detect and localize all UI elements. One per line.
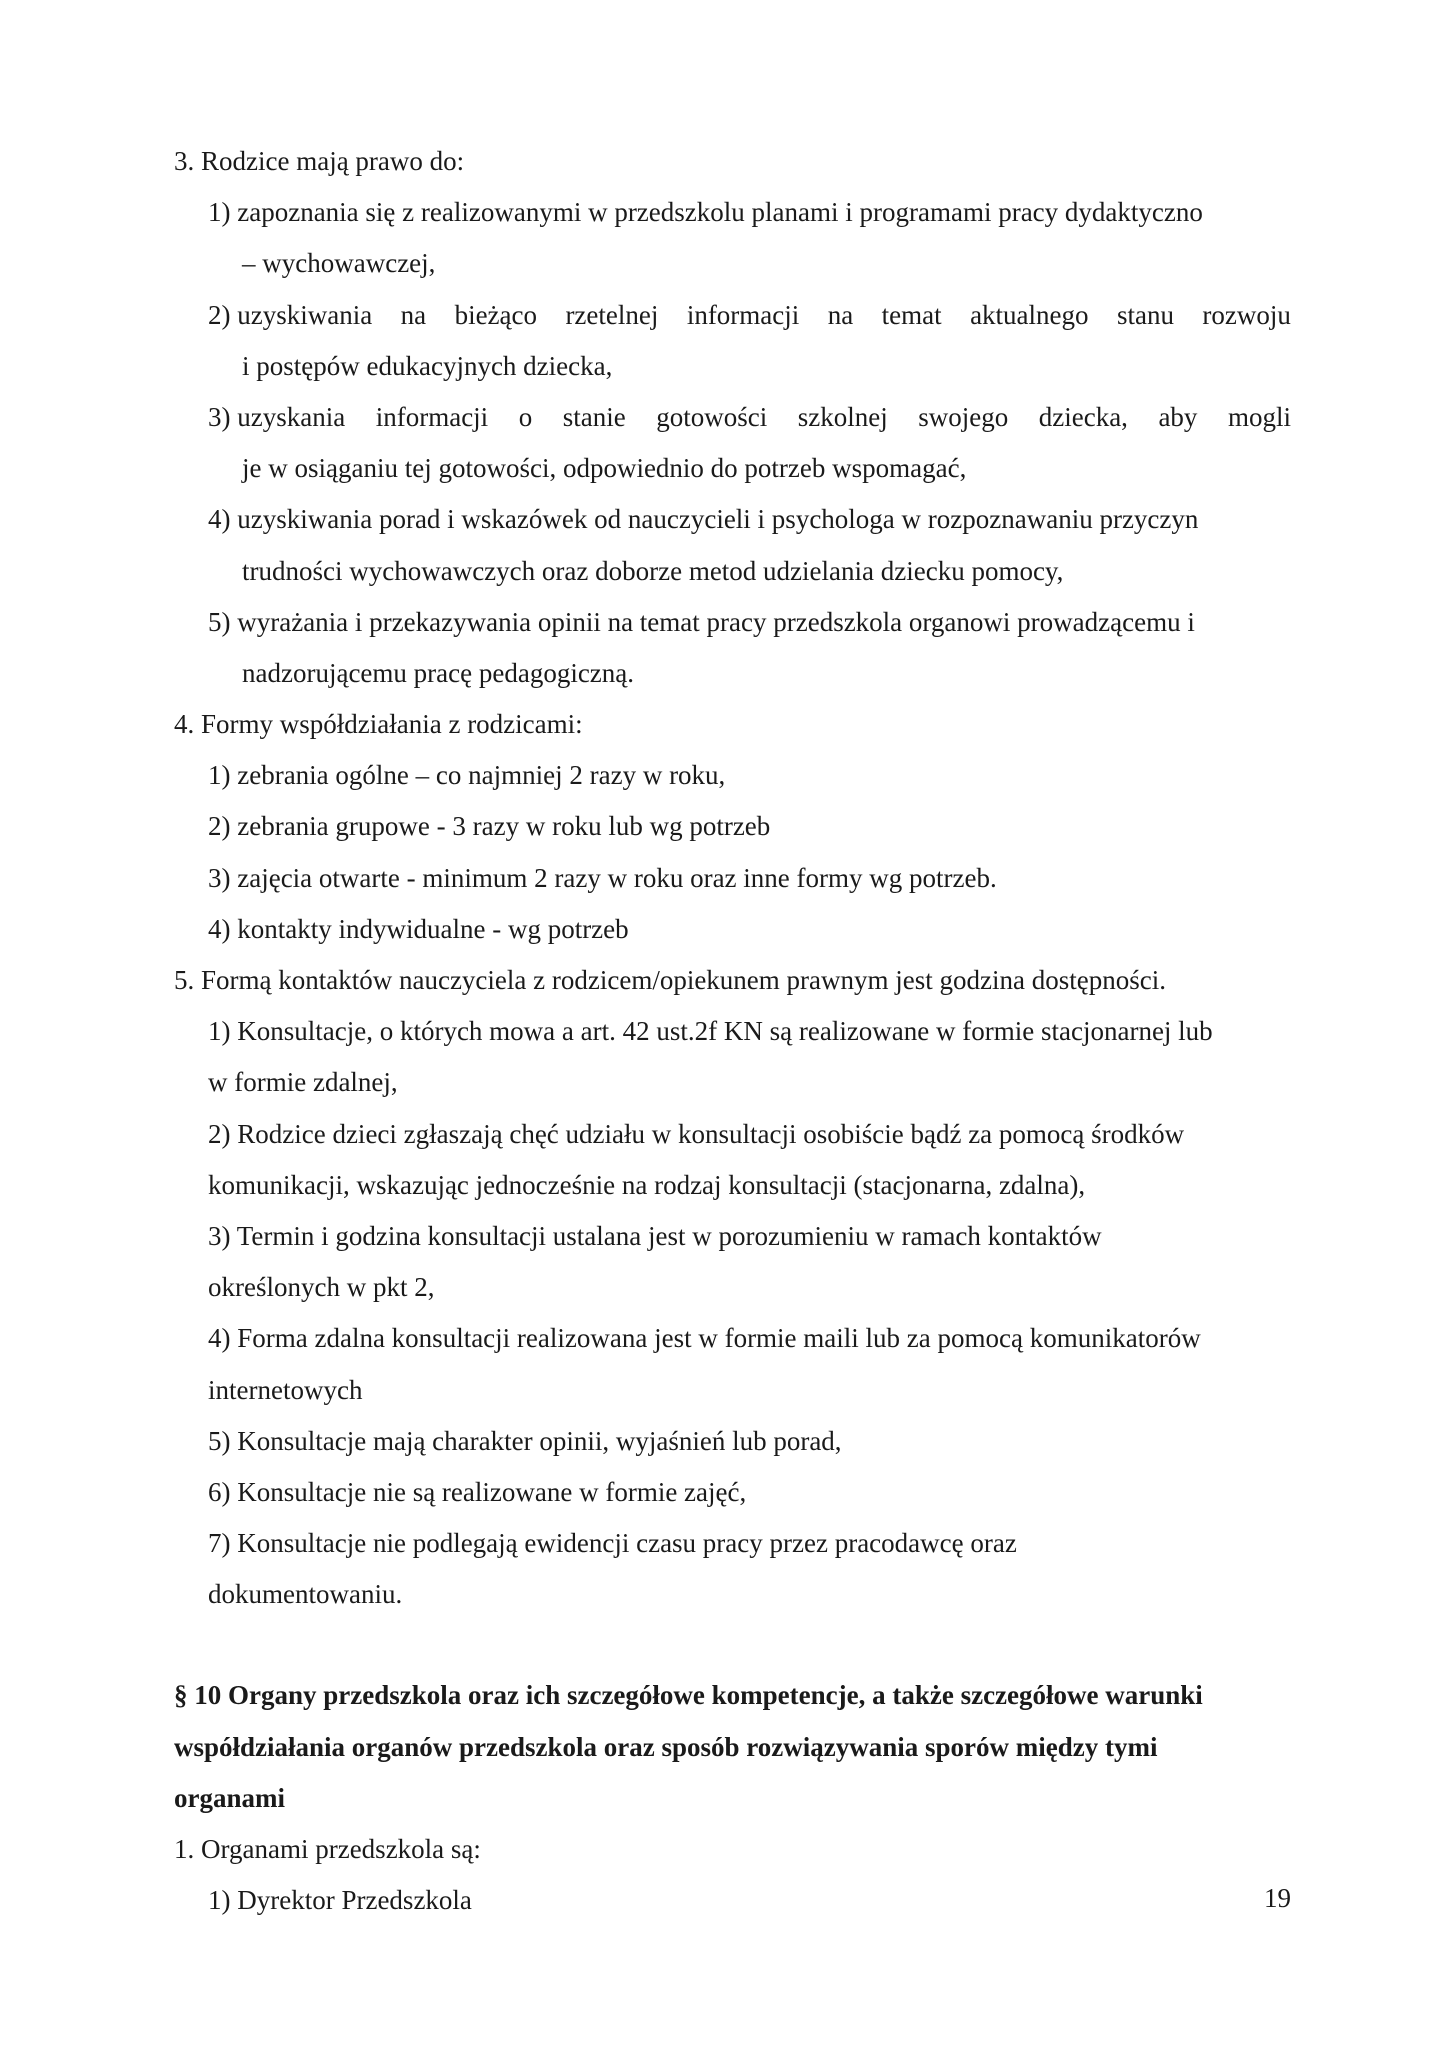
page-number: 19 bbox=[1264, 1883, 1291, 1913]
list-item-continuation: trudności wychowawczych oraz doborze metod udzielania dziecku pomocy, bbox=[242, 555, 1064, 586]
section-10-point-1: 1. Organami przedszkola są: bbox=[174, 1834, 481, 1864]
section-5-title: 5. Formą kontaktów nauczyciela z rodzicem/opiekunem prawnym jest godzina dostępności. bbox=[174, 965, 1166, 995]
list-item: 4) Forma zdalna konsultacji realizowana jest w formie maili lub za pomocą komunikatorów bbox=[208, 1323, 1201, 1354]
list-item-continuation: je w osiąganiu tej gotowości, odpowiednio do potrzeb wspomagać, bbox=[242, 453, 967, 484]
list-item: 1) Konsultacje, o których mowa a art. 42 ust.2f KN są realizowane w formie stacjonarnej lub bbox=[208, 1016, 1213, 1047]
list-item: 1) Dyrektor Przedszkola bbox=[208, 1885, 472, 1916]
section-10-heading: organami bbox=[174, 1782, 285, 1813]
list-item: 4) kontakty indywidualne - wg potrzeb bbox=[208, 913, 629, 944]
list-item: 5) Konsultacje mają charakter opinii, wyjaśnień lub porad, bbox=[208, 1425, 842, 1456]
list-item-continuation: komunikacji, wskazując jednocześnie na rodzaj konsultacji (stacjonarna, zdalna), bbox=[208, 1169, 1086, 1200]
list-item: 5) wyrażania i przekazywania opinii na temat pracy przedszkola organowi prowadzącemu i bbox=[208, 606, 1195, 637]
list-item: 4) uzyskiwania porad i wskazówek od nauczycieli i psychologa w rozpoznawaniu przyczyn bbox=[208, 504, 1199, 535]
list-item: 3) uzyskania informacji o stanie gotowości szkolnej swojego dziecka, aby mogli bbox=[208, 401, 1291, 432]
section-10-heading: § 10 Organy przedszkola oraz ich szczegółowe kompetencje, a także szczegółowe warunki bbox=[174, 1680, 1203, 1711]
list-item: 3) zajęcia otwarte - minimum 2 razy w roku oraz inne formy wg potrzeb. bbox=[208, 862, 997, 893]
list-item: 3) Termin i godzina konsultacji ustalana jest w porozumieniu w ramach kontaktów bbox=[208, 1220, 1102, 1251]
list-item: 2) Rodzice dzieci zgłaszają chęć udziału w konsultacji osobiście bądź za pomocą środków bbox=[208, 1118, 1185, 1149]
section-10-heading: współdziałania organów przedszkola oraz sposób rozwiązywania sporów między tymi bbox=[174, 1731, 1158, 1762]
list-item: 1) zebrania ogólne – co najmniej 2 razy w roku, bbox=[208, 760, 726, 791]
list-item: 1) zapoznania się z realizowanymi w przedszkolu planami i programami pracy dydaktyczno bbox=[208, 197, 1203, 228]
list-item: 2) zebrania grupowe - 3 razy w roku lub wg potrzeb bbox=[208, 811, 771, 842]
list-item-continuation: nadzorującemu pracę pedagogiczną. bbox=[242, 657, 635, 688]
list-item: 2) uzyskiwania na bieżąco rzetelnej informacji na temat aktualnego stanu rozwoju bbox=[208, 299, 1291, 330]
section-4-title: 4. Formy współdziałania z rodzicami: bbox=[174, 709, 583, 740]
list-item-continuation: w formie zdalnej, bbox=[208, 1067, 398, 1098]
list-item-continuation: określonych w pkt 2, bbox=[208, 1272, 435, 1303]
list-item-continuation: internetowych bbox=[208, 1374, 363, 1405]
list-item-continuation: dokumentowaniu. bbox=[208, 1579, 403, 1610]
list-item-continuation: – wychowawczej, bbox=[242, 248, 436, 279]
section-spacer bbox=[174, 1620, 1291, 1670]
list-item: 7) Konsultacje nie podlegają ewidencji czasu pracy przez pracodawcę oraz bbox=[208, 1528, 1017, 1559]
list-item-continuation: i postępów edukacyjnych dziecka, bbox=[242, 350, 613, 381]
section-3-title: 3. Rodzice mają prawo do: bbox=[174, 146, 465, 176]
list-item: 6) Konsultacje nie są realizowane w formie zajęć, bbox=[208, 1476, 747, 1507]
